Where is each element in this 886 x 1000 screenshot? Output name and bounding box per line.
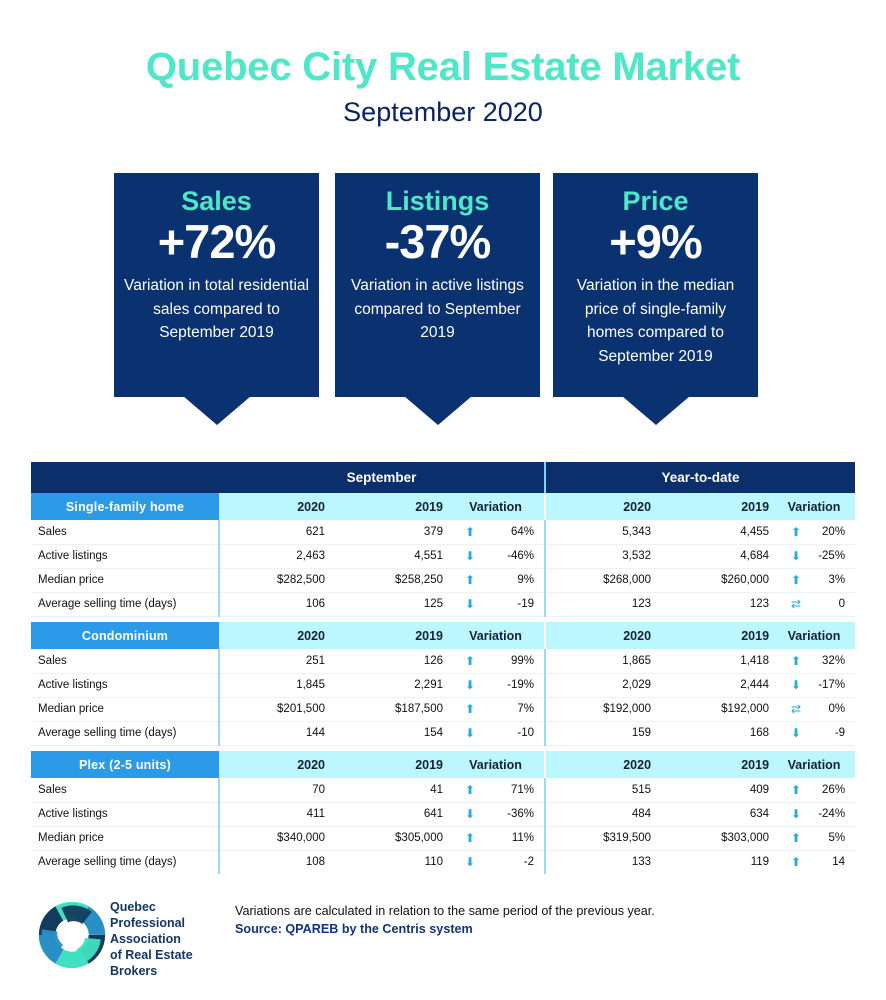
cell-sep-variation: 7% bbox=[485, 697, 545, 721]
arrow-up-icon bbox=[781, 520, 811, 544]
stat-card-price bbox=[553, 173, 758, 397]
cell-ytd-2019: 168 bbox=[663, 721, 781, 745]
cell-ytd-variation: -17% bbox=[811, 673, 855, 697]
arrow-down-icon bbox=[455, 850, 485, 874]
arrow-down-icon bbox=[781, 721, 811, 745]
callout-tail-icon bbox=[622, 396, 690, 425]
cell-sep-2019: 41 bbox=[337, 778, 455, 802]
footer-source: Source: QPAREB by the Centris system bbox=[235, 922, 473, 937]
cell-sep-variation: 11% bbox=[485, 826, 545, 850]
column-header-ytd-2020: 2020 bbox=[545, 751, 663, 778]
cell-ytd-2019: $260,000 bbox=[663, 568, 781, 592]
column-header-ytd-2019: 2019 bbox=[663, 751, 781, 778]
cell-sep-variation: -10 bbox=[485, 721, 545, 745]
arrow-up-icon bbox=[455, 778, 485, 802]
cell-sep-2019: 125 bbox=[337, 592, 455, 616]
arrow-down-icon bbox=[455, 802, 485, 826]
cell-ytd-2020: 123 bbox=[545, 592, 663, 616]
table-category-header-row bbox=[31, 622, 855, 649]
arrow-down-icon bbox=[465, 807, 475, 821]
table-period-header-row bbox=[31, 462, 855, 493]
arrow-up-icon bbox=[465, 525, 475, 539]
arrow-up-icon bbox=[455, 649, 485, 673]
arrow-down-icon bbox=[455, 673, 485, 697]
arrow-down-icon bbox=[791, 807, 801, 821]
cell-ytd-2020: 2,029 bbox=[545, 673, 663, 697]
arrow-up-icon bbox=[791, 573, 801, 587]
column-header-sep-variation: Variation bbox=[455, 751, 545, 778]
table-row bbox=[31, 826, 855, 850]
cell-ytd-2020: 5,343 bbox=[545, 520, 663, 544]
cell-sep-2020: 144 bbox=[219, 721, 337, 745]
cell-sep-variation: 64% bbox=[485, 520, 545, 544]
table-row bbox=[31, 721, 855, 745]
stat-card-listings bbox=[335, 173, 540, 397]
row-label: Active listings bbox=[31, 673, 219, 697]
arrow-down-icon bbox=[791, 549, 801, 563]
cell-ytd-2020: $319,500 bbox=[545, 826, 663, 850]
stat-card-sales bbox=[114, 173, 319, 397]
cell-sep-2020: 621 bbox=[219, 520, 337, 544]
cell-ytd-variation: 0 bbox=[811, 592, 855, 616]
arrow-down-icon bbox=[465, 678, 475, 692]
cell-sep-2020: 108 bbox=[219, 850, 337, 874]
column-header-sep-2019: 2019 bbox=[337, 751, 455, 778]
cell-sep-2019: $258,250 bbox=[337, 568, 455, 592]
stat-card-value: +72% bbox=[157, 214, 276, 268]
arrow-up-icon bbox=[791, 654, 801, 668]
cell-ytd-variation: 32% bbox=[811, 649, 855, 673]
arrow-up-icon bbox=[465, 573, 475, 587]
arrow-flat-icon bbox=[791, 597, 801, 611]
row-label: Active listings bbox=[31, 802, 219, 826]
cell-ytd-2019: 2,444 bbox=[663, 673, 781, 697]
cell-ytd-2020: 484 bbox=[545, 802, 663, 826]
column-header-sep-2019: 2019 bbox=[337, 493, 455, 520]
logo-wordmark-line: Professional bbox=[110, 916, 186, 930]
column-header-sep-2020: 2020 bbox=[219, 493, 337, 520]
cell-ytd-2020: 1,865 bbox=[545, 649, 663, 673]
logo-wordmark-line: Brokers bbox=[110, 964, 158, 978]
market-statistics-table bbox=[31, 462, 855, 874]
qpareb-logo-wordmark bbox=[110, 899, 193, 979]
category-name-0: Single-family home bbox=[31, 493, 219, 520]
row-label: Sales bbox=[31, 520, 219, 544]
arrow-up-icon bbox=[781, 850, 811, 874]
cell-sep-2020: $340,000 bbox=[219, 826, 337, 850]
table-corner-cell bbox=[31, 462, 219, 493]
arrow-up-icon bbox=[791, 783, 801, 797]
arrow-down-icon bbox=[465, 855, 475, 869]
cell-sep-variation: -19 bbox=[485, 592, 545, 616]
cell-ytd-2019: 119 bbox=[663, 850, 781, 874]
cell-ytd-2019: 634 bbox=[663, 802, 781, 826]
arrow-up-icon bbox=[465, 654, 475, 668]
category-name-1: Condominium bbox=[31, 622, 219, 649]
arrow-up-icon bbox=[781, 826, 811, 850]
cell-ytd-variation: 20% bbox=[811, 520, 855, 544]
arrow-flat-icon bbox=[781, 592, 811, 616]
row-label: Median price bbox=[31, 697, 219, 721]
cell-sep-variation: 99% bbox=[485, 649, 545, 673]
arrow-up-icon bbox=[791, 831, 801, 845]
arrow-down-icon bbox=[465, 549, 475, 563]
cell-sep-2020: $282,500 bbox=[219, 568, 337, 592]
row-label: Sales bbox=[31, 649, 219, 673]
arrow-up-icon bbox=[455, 520, 485, 544]
cell-sep-2019: 110 bbox=[337, 850, 455, 874]
stat-card-description: Variation in active listings compared to September 2019 bbox=[351, 277, 524, 342]
cell-sep-2019: $305,000 bbox=[337, 826, 455, 850]
cell-ytd-2020: $268,000 bbox=[545, 568, 663, 592]
row-label: Average selling time (days) bbox=[31, 592, 219, 616]
arrow-down-icon bbox=[791, 726, 801, 740]
cell-ytd-variation: 14 bbox=[811, 850, 855, 874]
row-label: Sales bbox=[31, 778, 219, 802]
table-row bbox=[31, 673, 855, 697]
arrow-down-icon bbox=[781, 802, 811, 826]
page-subtitle: September 2020 bbox=[343, 97, 543, 127]
stat-card-value: -37% bbox=[384, 214, 491, 268]
column-header-ytd-2019: 2019 bbox=[663, 493, 781, 520]
cell-sep-2020: 70 bbox=[219, 778, 337, 802]
arrow-down-icon bbox=[781, 673, 811, 697]
table-row bbox=[31, 778, 855, 802]
table-category-header-row bbox=[31, 751, 855, 778]
logo-wordmark-line: Quebec bbox=[110, 900, 156, 914]
cell-ytd-2019: $303,000 bbox=[663, 826, 781, 850]
stat-card-description: Variation in total residential sales compared to September 2019 bbox=[124, 277, 309, 342]
footer-note: Variations are calculated in relation to the same period of the previous year. bbox=[235, 904, 655, 918]
cell-ytd-variation: -25% bbox=[811, 544, 855, 568]
arrow-down-icon bbox=[465, 597, 475, 611]
column-header-ytd-variation: Variation bbox=[781, 493, 855, 520]
table-row bbox=[31, 568, 855, 592]
cell-ytd-variation: 5% bbox=[811, 826, 855, 850]
arrow-up-icon bbox=[455, 697, 485, 721]
arrow-up-icon bbox=[781, 649, 811, 673]
table-row bbox=[31, 850, 855, 874]
column-header-sep-2020: 2020 bbox=[219, 751, 337, 778]
table-row bbox=[31, 544, 855, 568]
arrow-up-icon bbox=[465, 831, 475, 845]
column-header-ytd-variation: Variation bbox=[781, 622, 855, 649]
cell-sep-2020: 1,845 bbox=[219, 673, 337, 697]
cell-ytd-2019: 409 bbox=[663, 778, 781, 802]
cell-sep-2020: 2,463 bbox=[219, 544, 337, 568]
cell-sep-2019: 641 bbox=[337, 802, 455, 826]
row-label: Active listings bbox=[31, 544, 219, 568]
cell-sep-variation: 9% bbox=[485, 568, 545, 592]
arrow-flat-icon bbox=[781, 697, 811, 721]
column-header-sep-variation: Variation bbox=[455, 493, 545, 520]
cell-ytd-variation: -24% bbox=[811, 802, 855, 826]
cell-ytd-2020: 133 bbox=[545, 850, 663, 874]
arrow-down-icon bbox=[455, 544, 485, 568]
row-label: Average selling time (days) bbox=[31, 721, 219, 745]
table-category-header-row bbox=[31, 493, 855, 520]
arrow-down-icon bbox=[781, 544, 811, 568]
cell-ytd-variation: 3% bbox=[811, 568, 855, 592]
arrow-up-icon bbox=[791, 855, 801, 869]
cell-sep-2019: $187,500 bbox=[337, 697, 455, 721]
cell-sep-2020: 411 bbox=[219, 802, 337, 826]
callout-tail-icon bbox=[404, 396, 472, 425]
column-header-sep-2020: 2020 bbox=[219, 622, 337, 649]
cell-ytd-2020: $192,000 bbox=[545, 697, 663, 721]
table-row bbox=[31, 592, 855, 616]
cell-sep-variation: -2 bbox=[485, 850, 545, 874]
table-row bbox=[31, 802, 855, 826]
arrow-up-icon bbox=[791, 525, 801, 539]
arrow-up-icon bbox=[455, 826, 485, 850]
arrow-down-icon bbox=[791, 678, 801, 692]
arrow-down-icon bbox=[455, 592, 485, 616]
column-header-ytd-2019: 2019 bbox=[663, 622, 781, 649]
cell-sep-variation: 71% bbox=[485, 778, 545, 802]
cell-sep-2019: 379 bbox=[337, 520, 455, 544]
cell-ytd-2019: $192,000 bbox=[663, 697, 781, 721]
stat-card-label: Listings bbox=[385, 186, 490, 216]
arrow-up-icon bbox=[455, 568, 485, 592]
arrow-down-icon bbox=[455, 721, 485, 745]
logo-wordmark-line: Association bbox=[110, 932, 181, 946]
stat-card-label: Price bbox=[622, 186, 689, 216]
page-title: Quebec City Real Estate Market bbox=[145, 45, 741, 89]
category-name-2: Plex (2-5 units) bbox=[31, 751, 219, 778]
callout-tail-icon bbox=[183, 396, 251, 425]
arrow-up-icon bbox=[781, 778, 811, 802]
arrow-up-icon bbox=[781, 568, 811, 592]
cell-sep-2019: 4,551 bbox=[337, 544, 455, 568]
footer-notes bbox=[235, 902, 655, 939]
stat-card-label: Sales bbox=[181, 186, 252, 216]
stat-card-description: Variation in the median price of single-family homes compared to September 2019 bbox=[576, 277, 735, 366]
qpareb-logo-icon bbox=[36, 899, 108, 971]
cell-ytd-2020: 515 bbox=[545, 778, 663, 802]
cell-sep-2019: 154 bbox=[337, 721, 455, 745]
cell-sep-variation: -46% bbox=[485, 544, 545, 568]
cell-sep-2020: 106 bbox=[219, 592, 337, 616]
arrow-up-icon bbox=[465, 702, 475, 716]
arrow-down-icon bbox=[465, 726, 475, 740]
arrow-up-icon bbox=[465, 783, 475, 797]
cell-sep-2020: 251 bbox=[219, 649, 337, 673]
period-header-september: September bbox=[219, 462, 545, 493]
page-header bbox=[0, 0, 886, 128]
column-header-ytd-variation: Variation bbox=[781, 751, 855, 778]
cell-ytd-2019: 4,684 bbox=[663, 544, 781, 568]
cell-ytd-2020: 159 bbox=[545, 721, 663, 745]
cell-ytd-2019: 4,455 bbox=[663, 520, 781, 544]
column-header-sep-2019: 2019 bbox=[337, 622, 455, 649]
cell-sep-variation: -36% bbox=[485, 802, 545, 826]
cell-sep-2019: 2,291 bbox=[337, 673, 455, 697]
table-row bbox=[31, 649, 855, 673]
arrow-flat-icon bbox=[791, 702, 801, 716]
cell-ytd-2020: 3,532 bbox=[545, 544, 663, 568]
period-header-year-to-date: Year-to-date bbox=[545, 462, 855, 493]
cell-sep-variation: -19% bbox=[485, 673, 545, 697]
cell-ytd-variation: -9 bbox=[811, 721, 855, 745]
column-header-ytd-2020: 2020 bbox=[545, 622, 663, 649]
table-row bbox=[31, 697, 855, 721]
cell-ytd-2019: 1,418 bbox=[663, 649, 781, 673]
cell-ytd-2019: 123 bbox=[663, 592, 781, 616]
table-row bbox=[31, 520, 855, 544]
cell-sep-2019: 126 bbox=[337, 649, 455, 673]
column-header-ytd-2020: 2020 bbox=[545, 493, 663, 520]
cell-ytd-variation: 0% bbox=[811, 697, 855, 721]
column-header-sep-variation: Variation bbox=[455, 622, 545, 649]
logo-wordmark-line: of Real Estate bbox=[110, 948, 193, 962]
cell-sep-2020: $201,500 bbox=[219, 697, 337, 721]
cell-ytd-variation: 26% bbox=[811, 778, 855, 802]
row-label: Average selling time (days) bbox=[31, 850, 219, 874]
stat-cards bbox=[0, 173, 886, 423]
stat-card-value: +9% bbox=[609, 214, 702, 268]
row-label: Median price bbox=[31, 568, 219, 592]
row-label: Median price bbox=[31, 826, 219, 850]
page-footer bbox=[0, 893, 886, 993]
